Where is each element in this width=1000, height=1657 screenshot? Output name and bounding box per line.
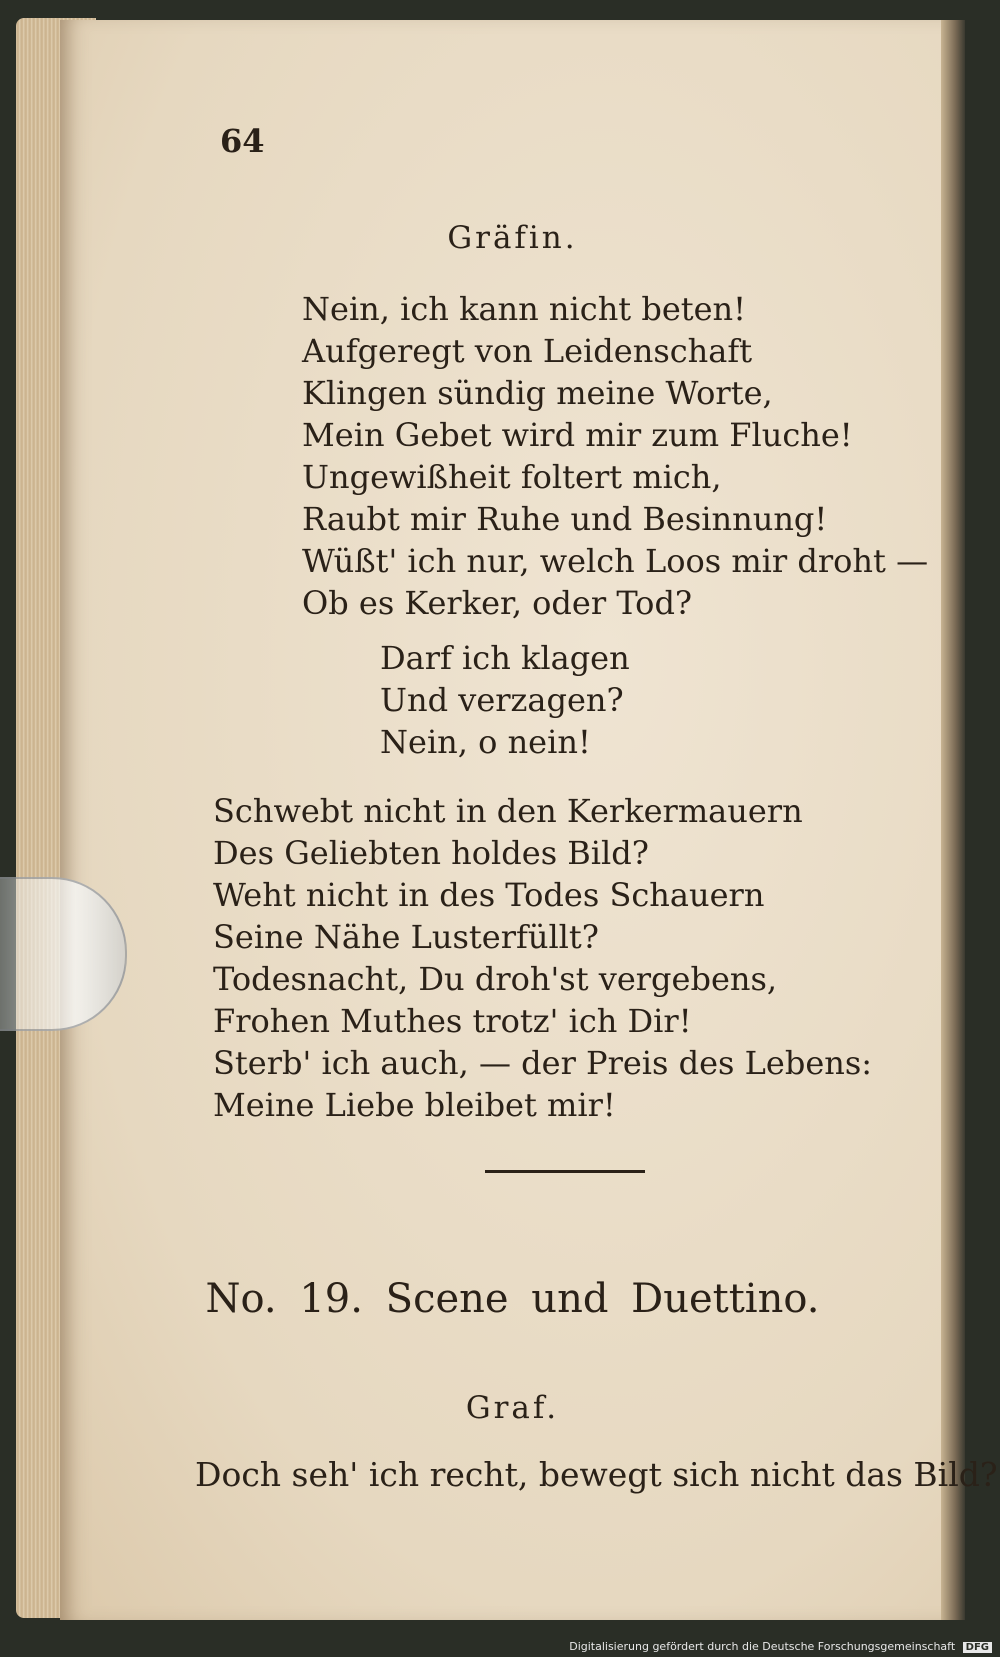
verse-line: Wüßt' ich nur, welch Loos mir droht — [302,542,929,580]
verse-line: Todesnacht, Du droh'st vergebens, [213,960,778,998]
stanza-2 [380,637,630,763]
verse-line: Schwebt nicht in den Kerkermauern [213,792,803,830]
verse-line: Und verzagen? [380,681,624,719]
stanza-3 [213,790,872,1126]
verse-line: Raubt mir Ruhe und Besinnung! [302,500,828,538]
verse-line: Nein, ich kann nicht beten! [302,290,747,328]
verse-line: Ungewißheit foltert mich, [302,458,722,496]
dfg-logo: DFG [963,1642,992,1653]
section-divider [485,1170,645,1173]
verse-line: Seine Nähe Lusterfüllt? [213,918,599,956]
verse-line-last: Doch seh' ich recht, bewegt sich nicht das Bild? [195,1455,998,1494]
verse-line: Sterb' ich auch, — der Preis des Lebens: [213,1044,873,1082]
verse-line: Ob es Kerker, oder Tod? [302,584,693,622]
book-page [60,20,998,1620]
verse-line: Nein, o nein! [380,723,591,761]
speaker-heading-count: Graf. [465,1390,560,1426]
verse-line: Meine Liebe bleibet mir! [213,1086,616,1124]
stanza-1 [302,288,928,624]
footer-text: Digitalisierung gefördert durch die Deutsche Forschungsgemeinschaft [569,1640,956,1653]
verse-line: Frohen Muthes trotz' ich Dir! [213,1002,692,1040]
book-gutter [941,20,965,1620]
verse-line: Klingen sündig meine Worte, [302,374,773,412]
page-number: 64 [220,122,265,160]
verse-line: Mein Gebet wird mir zum Fluche! [302,416,853,454]
number-title: No. 19. Scene und Duettino. [205,1276,820,1322]
speaker-heading-countess: Gräfin. [447,220,578,256]
verse-line: Des Geliebten holdes Bild? [213,834,649,872]
verse-line: Weht nicht in des Todes Schauern [213,876,765,914]
verse-line: Aufgeregt von Leidenschaft [302,332,753,370]
digitization-footer [569,1640,992,1653]
verse-line: Darf ich klagen [380,639,630,677]
